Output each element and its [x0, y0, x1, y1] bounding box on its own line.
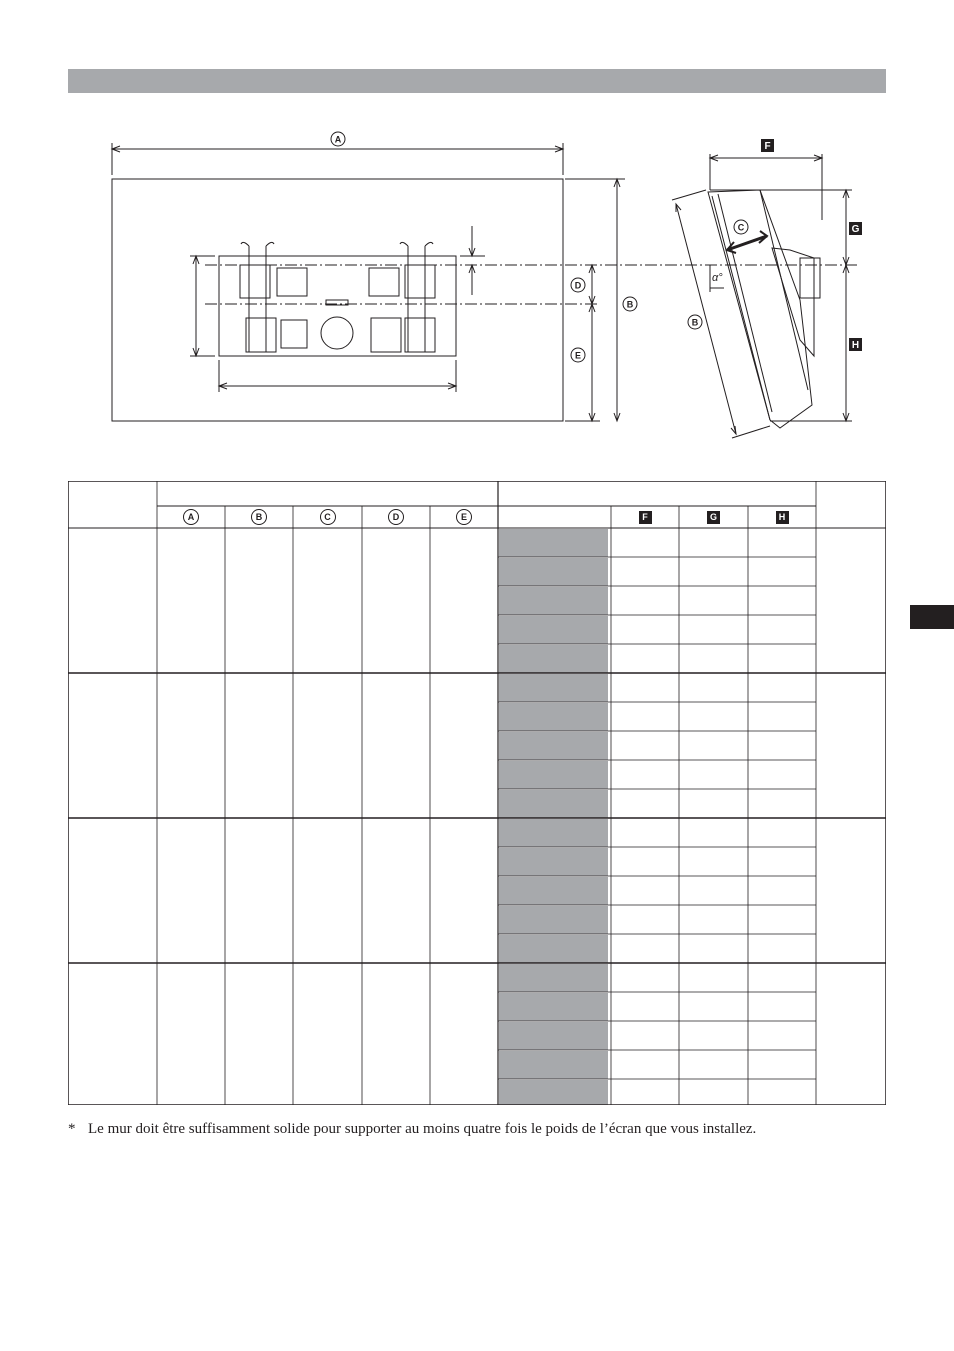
label-alpha: α°	[712, 272, 723, 284]
header-g-cell	[679, 506, 748, 528]
header-b: B	[251, 509, 267, 525]
angle-cell	[499, 732, 608, 760]
header-g: G	[707, 511, 720, 524]
footnote	[68, 1121, 756, 1138]
header-a-cell	[157, 506, 225, 528]
header-d: D	[388, 509, 404, 525]
label-h: H	[851, 340, 860, 351]
label-c-callout	[734, 220, 748, 234]
angle-cell	[499, 645, 608, 673]
header-h: H	[776, 511, 789, 524]
chapter-tab	[910, 605, 954, 629]
angle-cell	[499, 790, 608, 818]
angle-cell	[499, 761, 608, 789]
footnote-text: Le mur doit être suffisamment solide pour supporter au moins quatre fois le poids de l’écran que vous installez.	[88, 1121, 757, 1137]
table-grid	[68, 481, 886, 1105]
header-a: A	[183, 509, 199, 525]
label-g-callout	[849, 222, 862, 235]
label-d-callout	[571, 278, 585, 292]
screen-side-profile	[708, 190, 812, 428]
wall-bracket-plate	[219, 256, 456, 356]
header-d-cell	[362, 506, 430, 528]
header-e: E	[456, 509, 472, 525]
label-b: B	[626, 299, 634, 310]
label-h-callout	[849, 338, 862, 351]
header-c: C	[320, 509, 336, 525]
label-b-side: B	[691, 317, 699, 328]
angle-cell	[499, 993, 608, 1021]
header-c-cell	[293, 506, 362, 528]
angle-cell	[499, 1051, 608, 1079]
angle-cell	[499, 1022, 608, 1050]
angle-cell	[499, 819, 608, 847]
label-d: D	[574, 280, 582, 291]
angle-cell	[499, 964, 608, 992]
label-a: A	[334, 134, 342, 145]
angle-cell	[499, 848, 608, 876]
label-b-side-callout	[688, 315, 702, 329]
header-f: F	[639, 511, 652, 524]
footnote-mark: *	[68, 1121, 76, 1137]
angle-cell	[499, 703, 608, 731]
label-b-callout	[623, 297, 637, 311]
header-f-cell	[611, 506, 679, 528]
angle-cell	[499, 1080, 608, 1105]
label-e-callout	[571, 348, 585, 362]
label-f-callout	[761, 139, 774, 152]
label-c: C	[737, 222, 745, 233]
angle-cell	[499, 674, 608, 702]
mounting-dimension-diagram	[0, 0, 954, 460]
header-e-cell	[430, 506, 498, 528]
angle-cell	[499, 877, 608, 905]
header-h-cell	[748, 506, 816, 528]
angle-cell	[499, 587, 608, 615]
label-e: E	[574, 350, 582, 361]
angle-cell	[499, 906, 608, 934]
angle-cell	[499, 558, 608, 586]
angle-cell	[499, 616, 608, 644]
label-g: G	[851, 224, 860, 235]
dimensions-table	[68, 481, 886, 1105]
angle-cell	[499, 935, 608, 963]
header-b-cell	[225, 506, 293, 528]
label-f: F	[764, 141, 771, 152]
label-a-callout	[331, 132, 345, 146]
angle-cell	[499, 529, 608, 557]
